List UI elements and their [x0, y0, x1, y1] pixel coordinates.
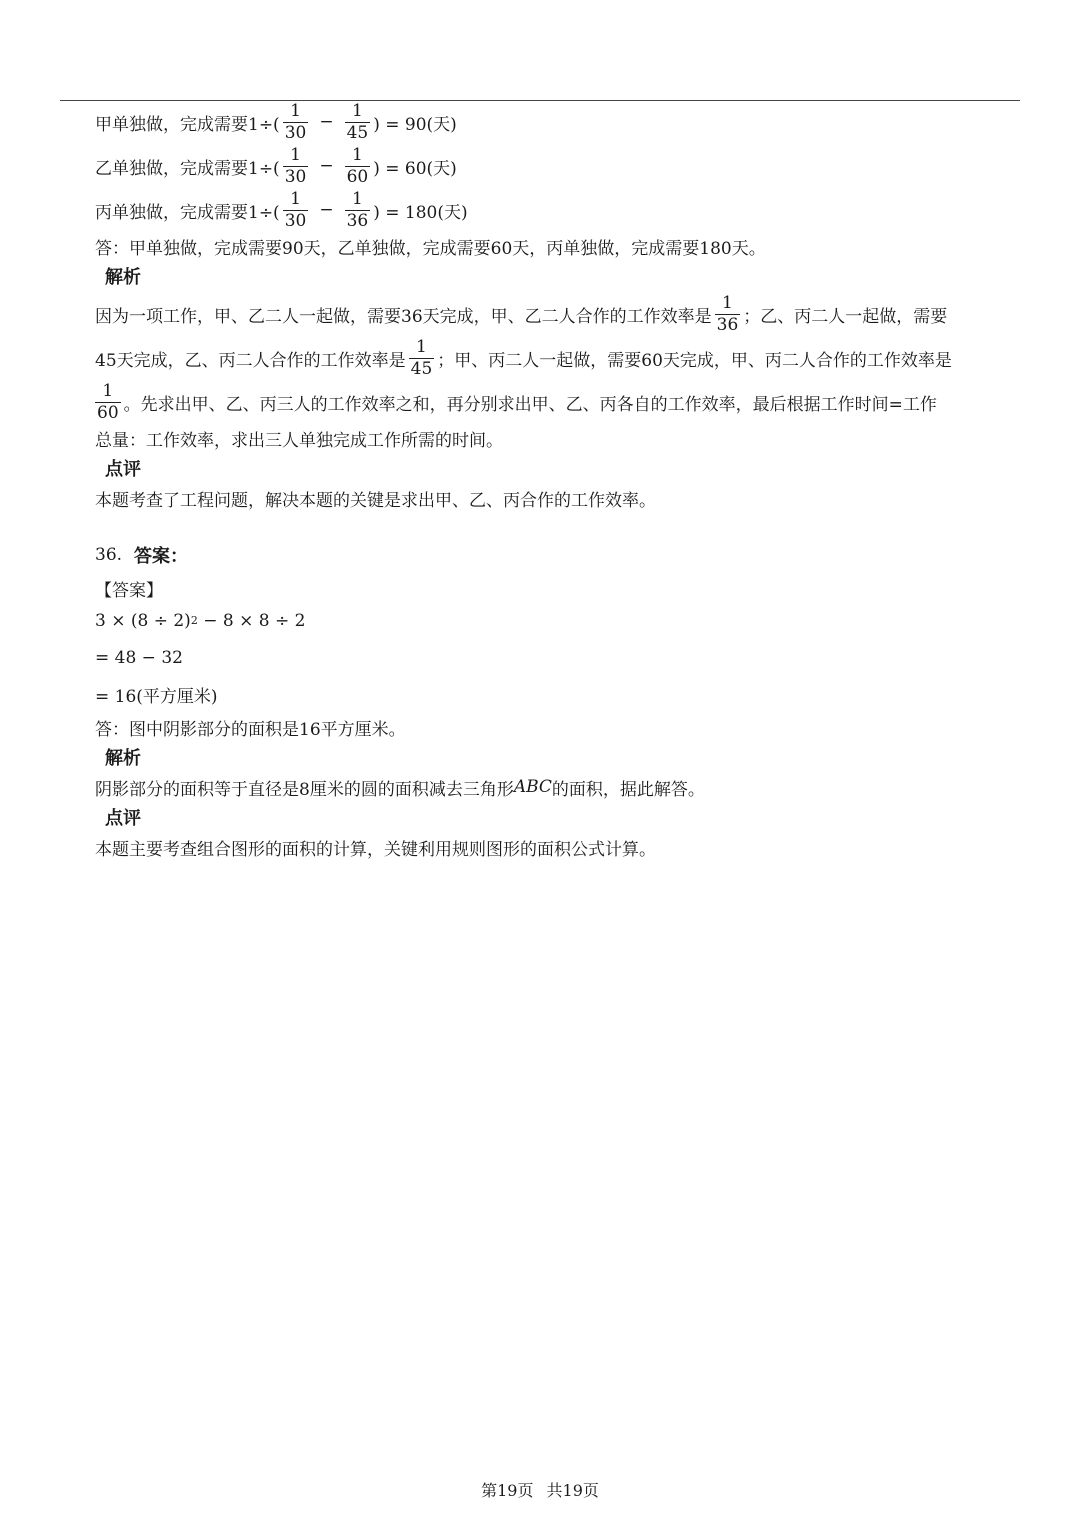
fraction: $\frac{1}{36}$	[716, 292, 739, 335]
page-number: 第19页	[481, 1481, 534, 1500]
analysis-line-4: 总量：工作效率，求出三人单独完成工作所需的时间。	[95, 430, 503, 451]
fraction: $\frac{1}{45}$	[346, 100, 369, 143]
fraction: $\frac{1}{36}$	[346, 188, 369, 231]
equation-jia: 甲单独做，完成需要1÷( $\frac{1}{30}$ − $\frac{1}{45}$ ) = 90(天)	[95, 100, 457, 143]
fraction: $\frac{1}{60}$	[346, 144, 369, 187]
analysis-line-1: 因为一项工作，甲、乙二人一起做，需要36天完成，甲、乙二人合作的工作效率是 $\frac{1}{36}$ ；乙、丙二人一起做，需要	[95, 292, 948, 335]
fraction: $\frac{1}{30}$	[284, 100, 307, 143]
fraction: $\frac{1}{30}$	[284, 144, 307, 187]
equation-yi: 乙单独做，完成需要1÷( $\frac{1}{30}$ − $\frac{1}{60}$ ) = 60(天)	[95, 144, 457, 187]
fraction: $\frac{1}{30}$	[284, 188, 307, 231]
answer-tag: 【答案】	[95, 580, 163, 601]
equation-bing: 丙单独做，完成需要1÷( $\frac{1}{30}$ − $\frac{1}{36}$ ) = 180(天)	[95, 188, 468, 231]
answer-35: 答：甲单独做，完成需要90天，乙单独做，完成需要60天，丙单独做，完成需要180天。	[95, 238, 766, 259]
equation-36-3: = 16(平方厘米)	[95, 687, 218, 707]
analysis-line-3: $\frac{1}{60}$ 。先求出甲、乙、丙三人的工作效率之和，再分别求出甲、乙、丙各自的工作效率，最后根据工作时间=工作	[97, 380, 937, 423]
question-36-header: 36. 答案：	[95, 545, 189, 567]
analysis-36: 阴影部分的面积等于直径是8厘米的圆的面积减去三角形 ABC 的面积，据此解答。	[95, 777, 705, 800]
fraction: $\frac{1}{60}$	[97, 380, 119, 423]
analysis-line-2: 45天完成，乙、丙二人合作的工作效率是 $\frac{1}{45}$ ；甲、丙二人一起做，需要60天完成，甲、丙二人合作的工作效率是	[95, 336, 952, 379]
equation-36-2: = 48 − 32	[95, 647, 183, 668]
comment-heading: 点评	[105, 459, 141, 480]
page-total: 共19页	[546, 1481, 599, 1500]
page-footer	[0, 1478, 1080, 1501]
analysis-heading: 解析	[105, 267, 141, 288]
fraction: $\frac{1}{45}$	[410, 336, 433, 379]
answer-36: 答：图中阴影部分的面积是16平方厘米。	[95, 719, 406, 740]
equation-36-1: 3 × (8 ÷ 2) 2 − 8 × 8 ÷ 2	[95, 610, 306, 631]
analysis-heading-36: 解析	[105, 748, 141, 769]
comment-36: 本题主要考查组合图形的面积的计算，关键利用规则图形的面积公式计算。	[95, 839, 656, 860]
page-content	[95, 100, 1045, 861]
comment-heading-36: 点评	[105, 808, 141, 829]
comment-35: 本题考查了工程问题，解决本题的关键是求出甲、乙、丙合作的工作效率。	[95, 490, 656, 511]
